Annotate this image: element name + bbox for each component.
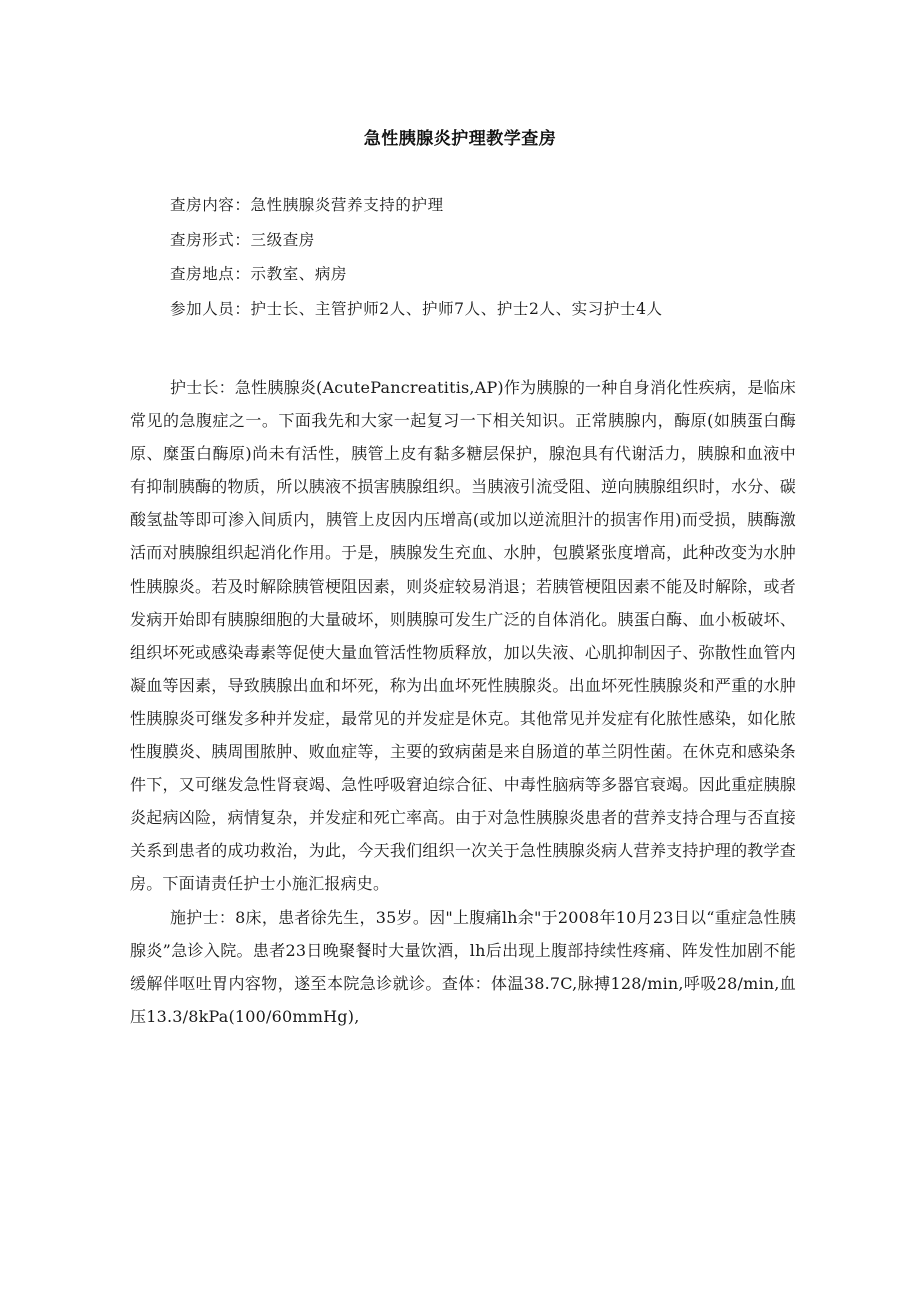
rounds-location-line: 查房地点：示教室、病房	[170, 265, 348, 284]
document-title: 急性胰腺炎护理教学查房	[363, 129, 557, 149]
head-nurse-paragraph: 护士长：急性胰腺炎(AcutePancreatitis,AP)作为胰腺的一种自身消化性疾病，是临床常见的急腹症之一。下面我先和大家一起复习一下相关知识。正常胰腺内，酶原(如胰蛋白酶原、糜蛋白酶原)尚未有活性，胰管上皮有黏多糖层保护，腺泡具有代谢活力，胰腺和血液中有抑制胰酶的物质，所以胰液不损害胰腺组织。当胰液引流受阻、逆向胰腺组织时，水分、碳酸氢盐等即可渗入间质内，胰管上皮因内压增高(或加以逆流胆汁的损害作用)而受损，胰酶激活而对胰腺组织起消化作用。于是，胰腺发生充血、水肿，包膜紧张度增高，此种改变为水肿性胰腺炎。若及时解除胰管梗阻因素，则炎症较易消退；若胰管梗阻因素不能及时解除，或者发病开始即有胰腺细胞的大量破坏，则胰腺可发生广泛的自体消化。胰蛋白酶、血小板破坏、组织坏死或感染毒素等促使大量血管活性物质释放，加以失液、心肌抑制因子、弥散性血管内凝血等因素，导致胰腺出血和坏死，称为出血坏死性胰腺炎。出血坏死性胰腺炎和严重的水肿性胰腺炎可继发多种并发症，最常见的并发症是休克。其他常见并发症有化脓性感染，如化脓性腹膜炎、胰周围脓肿、败血症等，主要的致病菌是来自肠道的革兰阴性菌。在休克和感染条件下，又可继发急性肾衰竭、急性呼吸窘迫综合征、中毒性脑病等多器官衰竭。因此重症胰腺炎起病凶险，病情复杂，并发症和死亡率高。由于对急性胰腺炎患者的营养支持合理与否直接关系到患者的成功救治，为此，今天我们组织一次关于急性胰腺炎病人营养支持护理的教学查房。下面请责任护士小施汇报病史。	[130, 378, 796, 894]
participants-line: 参加人员：护士长、主管护师2人、护师7人、护士2人、实习护士4人	[170, 299, 663, 318]
nurse-report-paragraph: 施护士：8床，患者徐先生，35岁。因"上腹痛lh余"于2008年10月23日以“重症急性胰腺炎”急诊入院。患者23日晚聚餐时大量饮酒，lh后出现上腹部持续性疼痛、阵发性加剧不能缓解伴呕吐胃内容物，遂至本院急诊就诊。查体：体温38.7C,脉搏128/min,呼吸28/min,血压13.3/8kPa(100/60mmHg),	[130, 907, 796, 1026]
rounds-format-line: 查房形式：三级查房	[170, 230, 315, 249]
rounds-info	[170, 194, 790, 332]
rounds-content-line: 查房内容：急性胰腺炎营养支持的护理	[170, 196, 444, 214]
document-body	[130, 371, 796, 1033]
